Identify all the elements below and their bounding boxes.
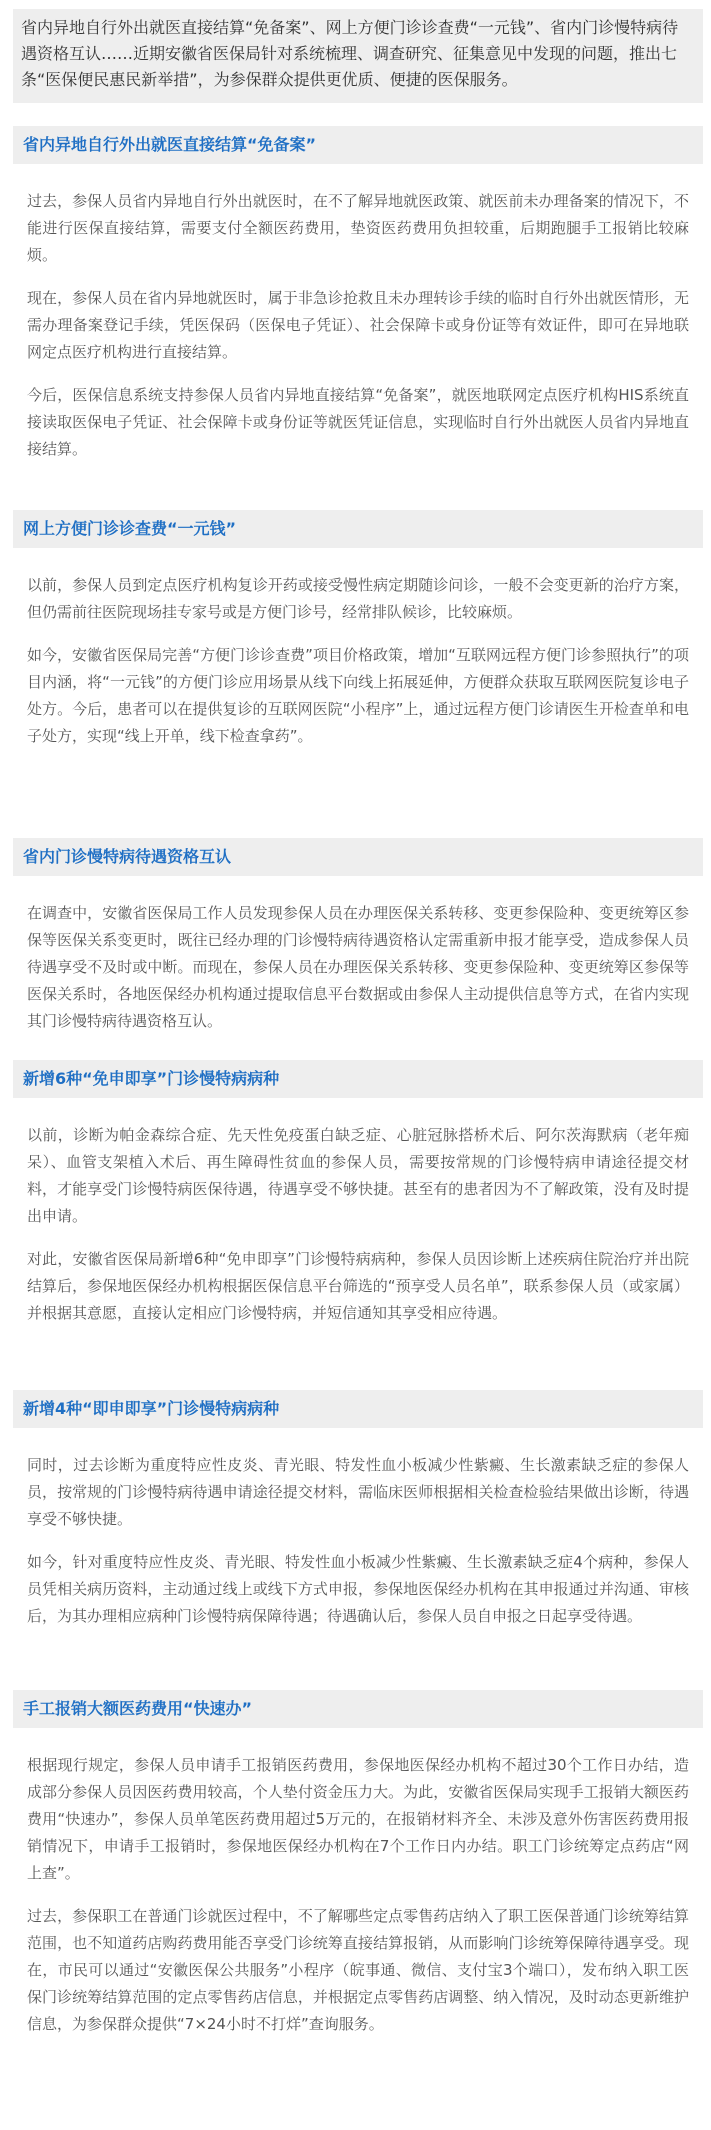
section-heading-3: 省内门诊慢特病待遇资格互认 (13, 838, 703, 876)
section-6-para-1: 根据现行规定，参保人员申请手工报销医药费用，参保地医保经办机构不超过30个工作日办结，造成部分参保人员因医药费用较高，个人垫付资金压力大。为此，安徽省医保局实现手工报销大额医药费用“快速办”，参保人员单笔医药费用超过5万元的，在报销材料齐全、未涉及意外伤害医药费用报销情况下，申请手工报销时，参保地医保经办机构在7个工作日内办结。职工门诊统筹定点药店“网上查”。 (27, 1756, 689, 1882)
section-body-1 (13, 176, 703, 475)
section-2-para-1: 以前，参保人员到定点医疗机构复诊开药或接受慢性病定期随诊问诊，一般不会变更新的治疗方案，但仍需前往医院现场挂专家号或是方便门诊号，经常排队候诊，比较麻烦。 (27, 576, 689, 621)
section-2-para-2: 如今，安徽省医保局完善“方便门诊诊查费”项目价格政策，增加“互联网远程方便门诊参照执行”的项目内涵，将“一元钱”的方便门诊应用场景从线下向线上拓展延伸，方便群众获取互联网医院复诊电子处方。今后，患者可以在提供复诊的互联网医院“小程序”上，通过远程方便门诊请医生开检查单和电子处方，实现“线上开单，线下检查拿药”。 (27, 646, 689, 745)
intro-box (13, 9, 703, 103)
section-heading-4: 新增6种“免申即享”门诊慢特病病种 (13, 1060, 703, 1098)
section-body-5 (13, 1440, 703, 1642)
section-heading-5: 新增4种“即申即享”门诊慢特病病种 (13, 1390, 703, 1428)
section-4-para-1: 以前，诊断为帕金森综合症、先天性免疫蛋白缺乏症、心脏冠脉搭桥术后、阿尔茨海默病（老年痴呆）、血管支架植入术后、再生障碍性贫血的参保人员，需要按常规的门诊慢特病申请途径提交材料，才能享受门诊慢特病医保待遇，待遇享受不够快捷。甚至有的患者因为不了解政策，没有及时提出申请。 (27, 1126, 689, 1225)
section-heading-6: 手工报销大额医药费用“快速办” (13, 1690, 703, 1728)
section-heading-1: 省内异地自行外出就医直接结算“免备案” (13, 126, 703, 164)
section-body-2 (13, 560, 703, 762)
section-5-para-2: 如今，针对重度特应性皮炎、青光眼、特发性血小板减少性紫癜、生长激素缺乏症4个病种，参保人员凭相关病历资料，主动通过线上或线下方式申报，参保地医保经办机构在其申报通过并沟通、审核后，为其办理相应病种门诊慢特病保障待遇；待遇确认后，参保人员自申报之日起享受待遇。 (27, 1553, 689, 1625)
section-4-para-2: 对此，安徽省医保局新增6种“免申即享”门诊慢特病病种，参保人员因诊断上述疾病住院治疗并出院结算后，参保地医保经办机构根据医保信息平台筛选的“预享受人员名单”，联系参保人员（或家属）并根据其意愿，直接认定相应门诊慢特病，并短信通知其享受相应待遇。 (27, 1250, 689, 1322)
section-1-para-1: 过去，参保人员省内异地自行外出就医时，在不了解异地就医政策、就医前未办理备案的情况下，不能进行医保直接结算，需要支付全额医药费用，垫资医药费用负担较重，后期跑腿手工报销比较麻烦。 (27, 192, 689, 264)
section-body-6 (13, 1740, 703, 2050)
section-1-para-2: 现在，参保人员在省内异地就医时，属于非急诊抢救且未办理转诊手续的临时自行外出就医情形，无需办理备案登记手续，凭医保码（医保电子凭证）、社会保障卡或身份证等有效证件，即可在异地联网定点医疗机构进行直接结算。 (27, 289, 689, 361)
section-3-para-1: 在调查中，安徽省医保局工作人员发现参保人员在办理医保关系转移、变更参保险种、变更统筹区参保等医保关系变更时，既往已经办理的门诊慢特病待遇资格认定需重新申报才能享受，造成参保人员待遇享受不及时或中断。而现在，参保人员在办理医保关系转移、变更参保险种、变更统筹区参保等医保关系时，各地医保经办机构通过提取信息平台数据或由参保人主动提供信息等方式，在省内实现其门诊慢特病待遇资格互认。 (27, 904, 689, 1030)
intro-text: 省内异地自行外出就医直接结算“免备案”、网上方便门诊诊查费“一元钱”、省内门诊慢特病待遇资格互认……近期安徽省医保局针对系统梳理、调查研究、征集意见中发现的问题，推出七条“医保便民惠民新举措”，为参保群众提供更优质、便捷的医保服务。 (21, 18, 679, 89)
section-6-para-2: 过去，参保职工在普通门诊就医过程中，不了解哪些定点零售药店纳入了职工医保普通门诊统筹结算范围，也不知道药店购药费用能否享受门诊统筹直接结算报销，从而影响门诊统筹保障待遇享受。现在，市民可以通过“安徽医保公共服务”小程序（皖事通、微信、支付宝3个端口），发布纳入职工医保门诊统筹结算范围的定点零售药店信息，并根据定点零售药店调整、纳入情况，及时动态更新维护信息，为参保群众提供“7×24小时不打烊”查询服务。 (27, 1907, 689, 2033)
section-5-para-1: 同时，过去诊断为重度特应性皮炎、青光眼、特发性血小板减少性紫癜、生长激素缺乏症的参保人员，按常规的门诊慢特病待遇申请途径提交材料，需临床医师根据相关检查检验结果做出诊断，待遇享受不够快捷。 (27, 1456, 689, 1528)
section-body-3 (13, 888, 703, 1047)
section-heading-2: 网上方便门诊诊查费“一元钱” (13, 510, 703, 548)
section-body-4 (13, 1110, 703, 1339)
section-1-para-3: 今后，医保信息系统支持参保人员省内异地直接结算“免备案”，就医地联网定点医疗机构HIS系统直接读取医保电子凭证、社会保障卡或身份证等就医凭证信息，实现临时自行外出就医人员省内异地直接结算。 (27, 386, 689, 458)
